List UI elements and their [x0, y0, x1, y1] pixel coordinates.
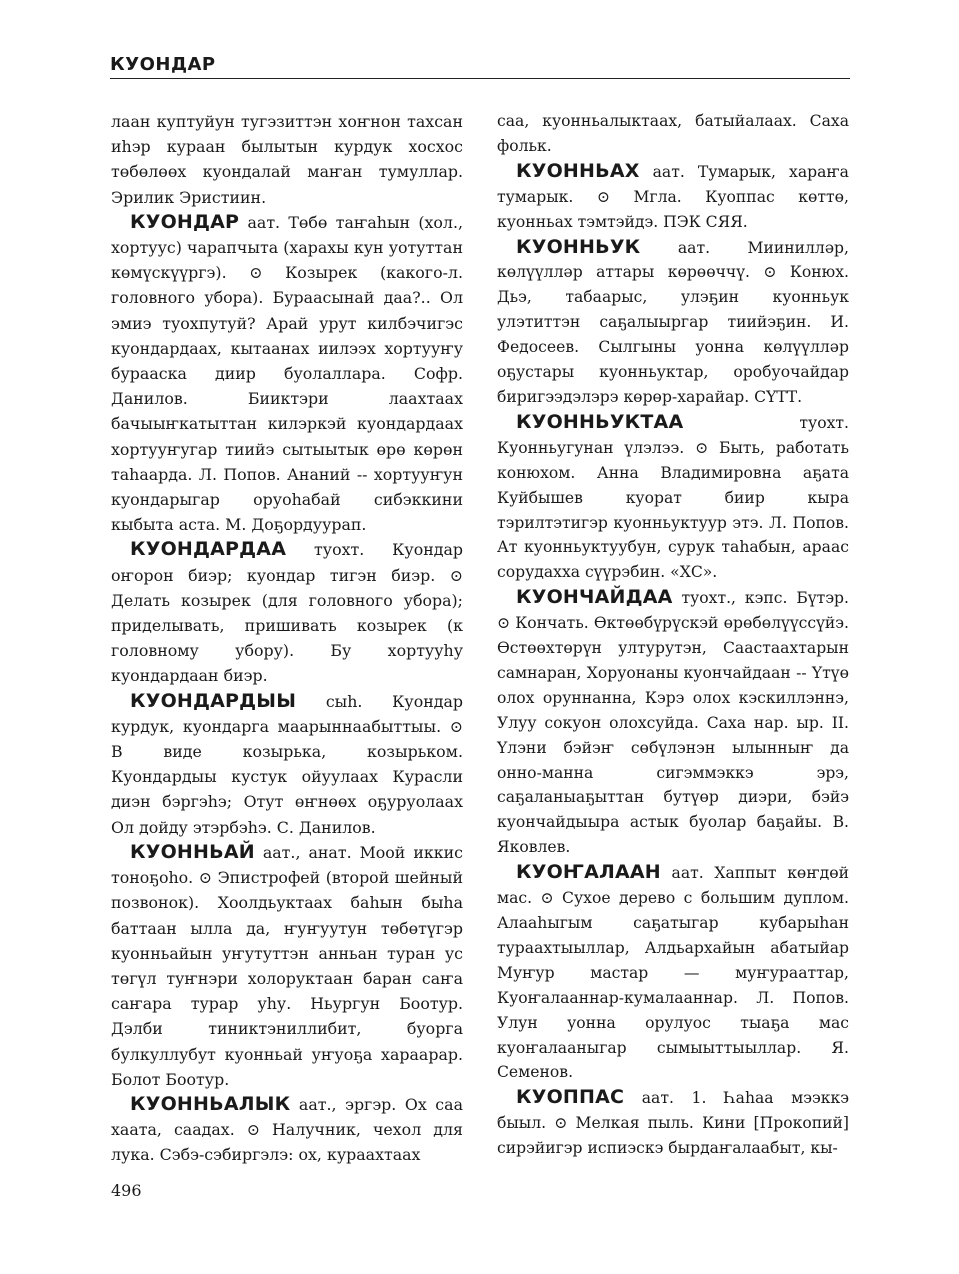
entry-kuonnyalyk [111, 1092, 463, 1168]
entry-kuondar [111, 210, 463, 538]
entry-kuonnyakh [497, 159, 849, 235]
entry-text: аат. Хаппыт көҥдөй мас. ⊙ Сухое дерево с большим дуплом. Алааһыгым саҕатыгар кубарыһан тураахтыыллар, Алдьархайын абатыйар Муҥур мастар — муҥурааттар, Куоҥалааннар-кумалааннар. Л. Попов. Улун уонна орулуос тыаҕа мас куоҥалааныгар сымыыттыыллар. Я. Семенов. [497, 864, 849, 1082]
entry-text: аат., анат. Моой иккис тоноҕоһо. ⊙ Эпистрофей (второй шейный позвонок). Хоолдьуктаах баһын быһа баттаан ылла да, ҥуҥуутун төбөтүгэр куонньайын уҥутуттэн анньан туран ус төгүл туҥнэри холоруктаан баран саҥа саҥара турар уһу. Ньургун Боотур. Дэлби тиниктэниллибит, буорга булкуллубут куонньай уҥуоҕа хараарар. Болот Боотур. [111, 842, 463, 1089]
headword: КУОНДАРДЫЫ [130, 689, 297, 712]
headword: КУОННЬУК [516, 235, 641, 258]
headword: КУОҤАЛААН [516, 861, 661, 884]
entry-kuondardyy [111, 689, 463, 840]
entry-continuation [111, 109, 463, 210]
header-rule [110, 78, 850, 79]
entry-text: лаан куптуйун тугэзиттэн хоҥнон тахсан иһэр кураан былытын курдук хосхос төбөлөөх куондалай маҥан тумуллар. Эрилик Эристиин. [111, 112, 463, 207]
entry-text: аат., эргэр. Ох саа хаата, саадах. ⊙ Налучник, чехол для лука. Сэбэ-сэбиргэлэ: ох, кураахтаах [111, 1094, 463, 1165]
headword: КУОНЧАЙДАА [516, 586, 673, 609]
entry-text: аат. Миинилләр, көлүүлләр аттары көрөөччү. ⊙ Конюх. Дьэ, табаарыс, улэҕин куонньук улэтиттэн саҕалыыргар тиийэҕин. И. Федосеев. Сылгыны уонна көлүүлләр оҕустары куонньуктар, оробуочайдар биригээдэлэрэ көрөр-харайар. СҮТТ. [497, 238, 849, 406]
headword: КУОНДАР [130, 210, 240, 233]
running-header: КУОНДАР [110, 54, 216, 75]
entry-kuonnyuk [497, 235, 849, 410]
entry-kuonchaidaa [497, 585, 849, 860]
headword: КУОННЬАХ [516, 159, 640, 182]
page-number: 496 [111, 1181, 142, 1200]
entry-text: аат. Төбө таҥаһын (хол., хортууc) чарапчыта (харахы кун уотуттан көмүскүүргэ). ⊙ Козырек (какого-л. головного убора). Бураасынай даа?.. Ол эмиэ туохпутуй? Арай урут килбэчигэс куондардаах, кытаанах иилээх хортууҥу бурааска диир буолаллара. Софр. Данилов. Бииктэри лаахтаах бачыыҥкатыттан килэркэй куондардаах хортууҥугар тиийэ сытыытык өрө көрөн таһаарда. Л. Попов. Ананий -- хортууҥун куондарыгар оруоһабай сибэккини кыбыта аста. М. Доҕордуурап. [111, 212, 463, 535]
entry-text: аат. Тумарык, хараҥа тумарык. ⊙ Мгла. Куоппас көттө, куонньах тэмтэйдэ. ПЭК СЯЯ. [497, 162, 849, 231]
entry-kuongalaan [497, 860, 849, 1085]
entry-text: туохт. Куонньугунан үлэлээ. ⊙ Быть, работать конюхом. Анна Владимировна аҕата Куйбышев куорат биир кыра тэрилтэтигэр куонньуктуур этэ. Л. Попов. Ат куонньуктуубун, сурук таһабын, араас сорудахха сүүрэбин. «ХС». [497, 413, 849, 582]
entry-text: саа, куонньалыктаах, батыйалаах. Саха фольк. [497, 112, 849, 155]
entry-text: туохт., кэпс. Бүтэр. ⊙ Кончать. Өктөөбүрүскэй өрөбөлүүссүйэ. Өстөөхтөрүн ултурутэн, Саастаахтарын самнаран, Хоруонаны куончайдаан -- Үтүө олох оруннанна, Кэрэ олох кэскиллэннэ, Улуу сокуон олохсуйда. Саха нар. ыр. II. Үлэни бэйэҥ сөбүлэнэн ылынныҥ да онно-манна сигэммэккэ эрэ, саҕаланыаҕыттан бутүөр диэри, бэйэ куончайдыыра астык буолар баҕайы. В. Яковлев. [497, 589, 849, 857]
headword: КУОННЬАЙ [130, 840, 255, 863]
entry-text: туохт. Куондар оҥорон биэр; куондар тигэн биэр. ⊙ Делать козырек (для головного убора); приделывать, пришивать козырек (к головному убору). Бу хортууһу куондардаан биэр. [111, 540, 463, 686]
headword: КУОППАС [516, 1086, 625, 1109]
entry-kuonnyai [111, 840, 463, 1092]
headword: КУОНДАРДАА [130, 538, 287, 561]
entry-kuoppas [497, 1085, 849, 1161]
entry-text: аат. 1. Һаһаа мээккэ быыл. ⊙ Мелкая пыль. Кини [Прокопий] сирэйигэр испиэскэ бырдаҥалаабыт, кы- [497, 1089, 849, 1158]
entry-kuondardaa [111, 537, 463, 688]
entry-continuation [497, 109, 849, 159]
headword: КУОННЬАЛЫК [130, 1092, 291, 1115]
entry-text: сыһ. Куондар курдук, куондарга маарыннаабыттыы. ⊙ В виде козырька, козырьком. Куондардыы кустук ойуулаах Курасли диэн бэргэһэ; Отут өҥнөөх оҕуруолаах Ол дойду этэрбэһэ. С. Данилов. [111, 691, 463, 837]
entry-kuonnyuktaa [497, 410, 849, 585]
headword: КУОННЬУКТАА [516, 410, 684, 433]
left-column [111, 109, 463, 1168]
right-column [497, 109, 849, 1161]
